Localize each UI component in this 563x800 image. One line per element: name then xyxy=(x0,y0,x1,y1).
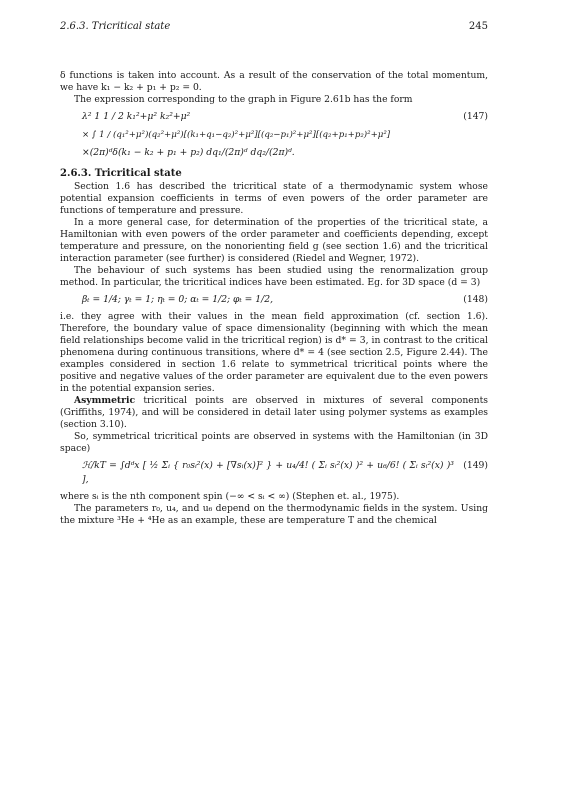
equation-147-delta xyxy=(60,146,488,160)
equation-148 xyxy=(60,293,488,307)
hamiltonian-intro: So, symmetrical tricritical points are observed in systems with the Hamiltonian (in 3D space) xyxy=(60,431,488,454)
equation-147 xyxy=(60,110,488,124)
page-body xyxy=(60,70,488,527)
section-paragraph-2: In a more general case, for determination of the properties of the tricritical state, a Hamiltonian with even powers of the order parameter and coefficients depending, except temperature and pressure, on the nonorienting field g (see section 1.6) and the tricritical interaction parameter (see further) is considered (Riedel and Wegner, 1972). xyxy=(60,217,488,264)
asymmetric-text: tricritical points are observed in mixtures of several components (Griffiths, 1974), and will be considered in detail later using polymer systems as examples (section 3.10). xyxy=(60,395,488,430)
equation-149-text: ℋ/kT = ∫dᵈx [ ½ Σᵢ { r₀sᵢ²(x) + [∇sᵢ(x)]² } + u₄/4! ( Σᵢ sᵢ²(x) )² + u₆/6! ( Σᵢ sᵢ²(x) )³ ], xyxy=(82,460,454,485)
equation-149-number: (149) xyxy=(463,460,488,471)
closing-paragraph-1: where sᵢ is the nth component spin (−∞ < sᵢ < ∞) (Stephen et. al., 1975). xyxy=(60,491,400,502)
header-section-title: 2.6.3. Tricritical state xyxy=(60,21,171,32)
equation-147-prefix: λ² 1 1 / 2 k₁²+μ² k₂²+μ² xyxy=(82,111,191,122)
paragraph-after-148: i.e. they agree with their values in the mean field approximation (cf. section 1.6). Therefore, the boundary value of space dimensionality (beginning with which the mean field relationships become valid in the tricritical region) is d* = 3, in contrast to the critical phenomena during continuous transitions, where d* = 4 (see section 2.5, Figure 2.44). The examples considered in section 1.6 relate to symmetrical tricritical points where the positive and negative values of the order parameter are equivalent due to the even powers in the potential expansion series. xyxy=(60,311,488,394)
intro-paragraph: δ functions is taken into account. As a result of the conservation of the total momentum, we have k₁ − k₂ + p₁ + p₂ = 0. xyxy=(60,70,488,93)
asymmetric-keyword: Asymmetric xyxy=(74,395,136,406)
equation-149 xyxy=(60,459,488,487)
section-heading: 2.6.3. Tricritical state xyxy=(60,168,182,179)
equation-148-text: βₜ = 1/4; γₜ = 1; ηₜ = 0; αₜ = 1/2; φₜ = 1/2, xyxy=(82,294,273,305)
closing-paragraph-2: The parameters r₀, u₄, and u₆ depend on the thermodynamic fields in the system. Using the mixture ³He + ⁴He as an example, these are temperature T and the chemical xyxy=(60,503,488,526)
running-header xyxy=(60,21,488,37)
equation-147-number: (147) xyxy=(463,111,488,122)
section-paragraph-1: Section 1.6 has described the tricritical state of a thermodynamic system whose potential expansion coefficients in terms of even powers of the order parameter are functions of temperature and pressure. xyxy=(60,181,488,216)
header-page-number: 245 xyxy=(468,21,488,32)
equation-147-integral xyxy=(60,128,488,142)
intro-paragraph-2: The expression corresponding to the graph in Figure 2.61b has the form xyxy=(74,94,413,105)
asymmetric-paragraph xyxy=(60,395,488,431)
equation-147-integral-text: × ∫ 1 / (q₁²+μ²)(q₂²+μ²)[(k₁+q₁−q₂)²+μ²][(q₂−p₁)²+μ²][(q₂+p₁+p₂)²+μ²] xyxy=(82,130,391,140)
section-paragraph-3: The behaviour of such systems has been studied using the renormalization group method. In particular, the tricritical indices have been estimated. Eg. for 3D space (d = 3) xyxy=(60,265,488,288)
equation-148-number: (148) xyxy=(463,294,488,305)
equation-147-delta-text: ×(2π)ᵈδ(k₁ − k₂ + p₁ + p₂) dq₁/(2π)ᵈ dq₂/(2π)ᵈ. xyxy=(82,147,295,158)
